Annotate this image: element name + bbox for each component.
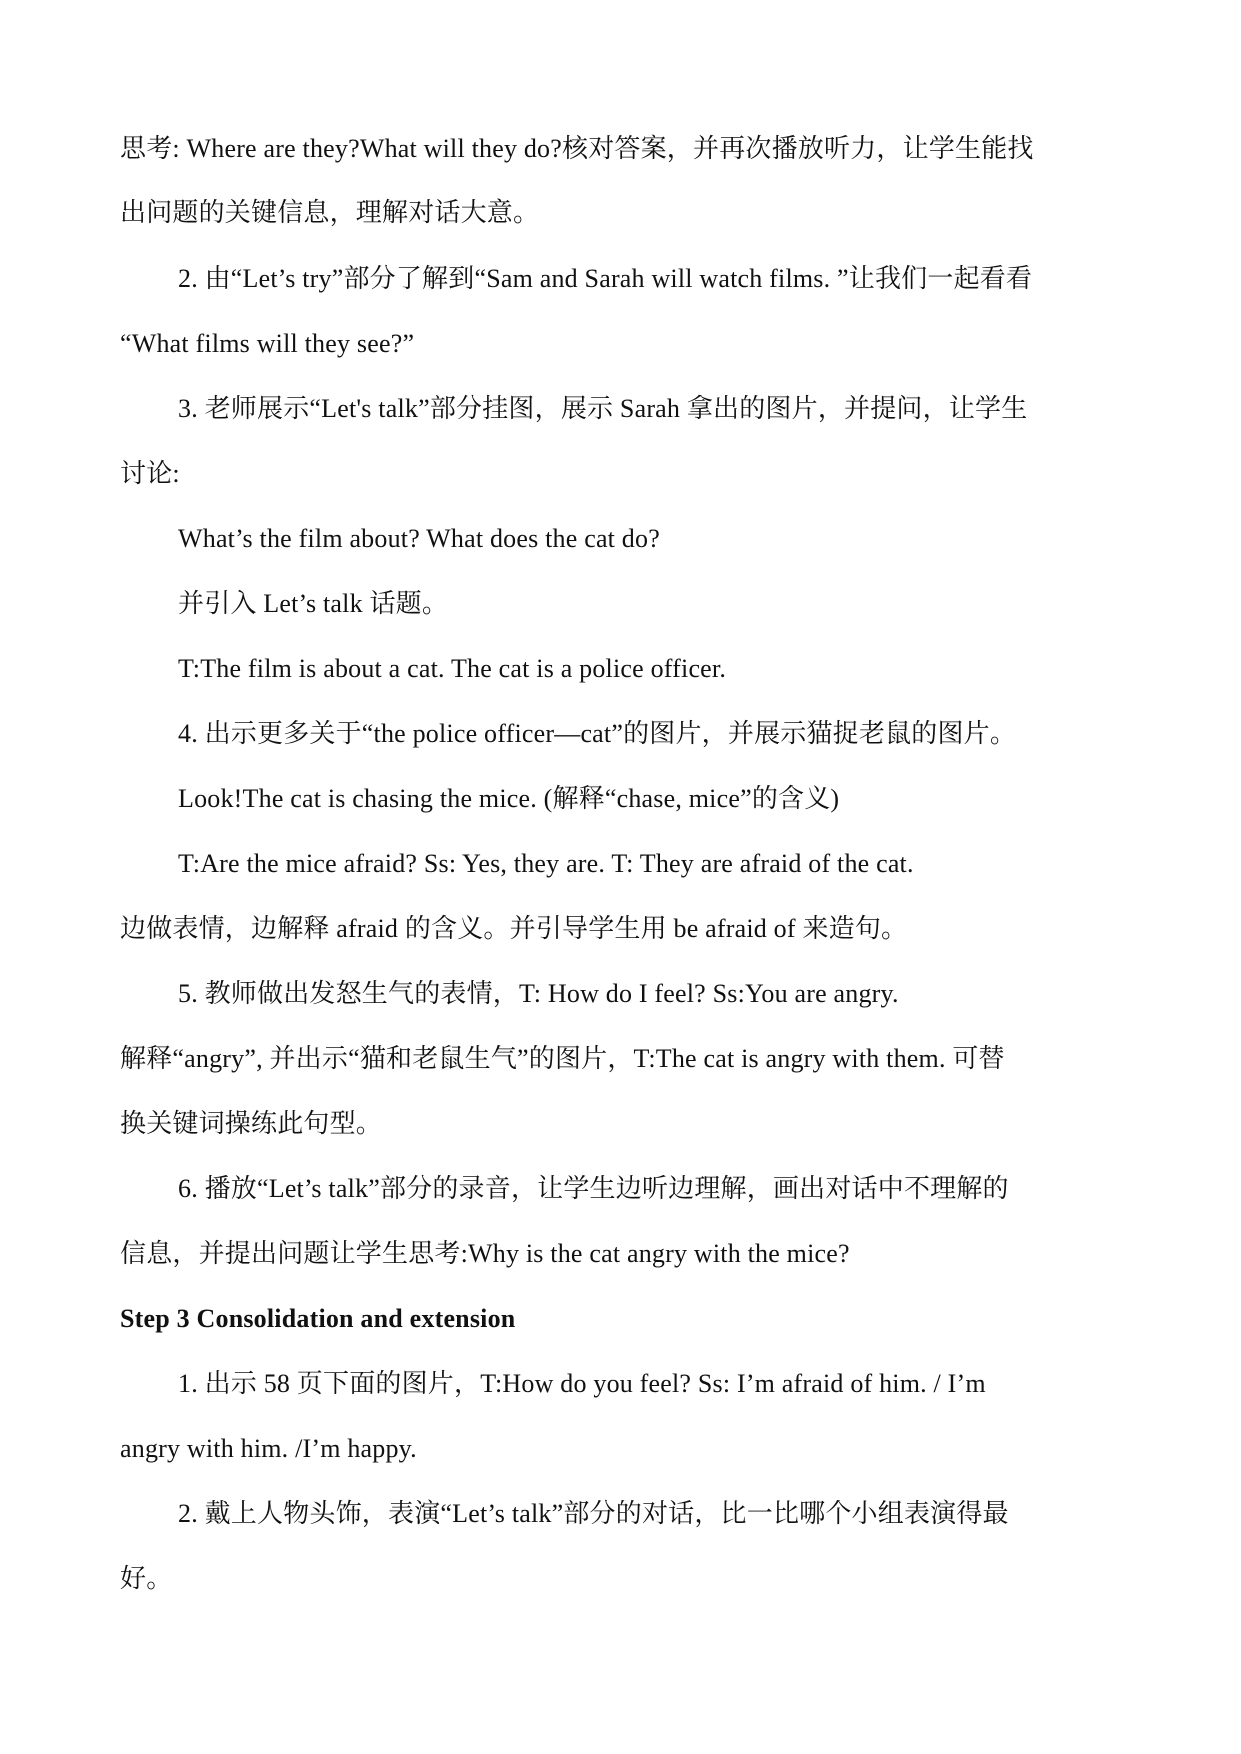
item-5-line-1: 5. 教师做出发怒生气的表情，T: How do I feel? Ss:You are angry. <box>178 979 899 1008</box>
question-line: What’s the film about? What does the cat do? <box>178 524 660 553</box>
step3-item-2-line-1: 2. 戴上人物头饰，表演“Let’s talk”部分的对话，比一比哪个小组表演得最 <box>178 1499 1009 1528</box>
step3-item-2-line-2: 好。 <box>120 1564 173 1593</box>
item-5-line-3: 换关键词操练此句型。 <box>120 1109 383 1138</box>
teacher-line-2: T:Are the mice afraid? Ss: Yes, they are. T: They are afraid of the cat. <box>178 849 914 878</box>
item-2-line-2: “What films will they see?” <box>120 329 415 358</box>
paragraph-line-1: 思考: Where are they?What will they do?核对答案，并再次播放听力，让学生能找 <box>120 134 1034 163</box>
item-3-line-2: 讨论: <box>120 459 180 488</box>
step3-item-1-line-1: 1. 出示 58 页下面的图片，T:How do you feel? Ss: I’m afraid of him. / I’m <box>178 1369 986 1398</box>
item-2-line-1: 2. 由“Let’s try”部分了解到“Sam and Sarah will watch films. ”让我们一起看看 <box>178 264 1033 293</box>
introduce-topic-line: 并引入 Let’s talk 话题。 <box>178 589 449 618</box>
item-6-line-1: 6. 播放“Let’s talk”部分的录音，让学生边听边理解，画出对话中不理解的 <box>178 1174 1009 1203</box>
item-6-line-2: 信息，并提出问题让学生思考:Why is the cat angry with the mice? <box>120 1239 850 1268</box>
section-heading-step-3: Step 3 Consolidation and extension <box>120 1304 516 1333</box>
item-3-line-1: 3. 老师展示“Let's talk”部分挂图，展示 Sarah 拿出的图片，并提问，让学生 <box>178 394 1028 423</box>
item-5-line-2: 解释“angry”, 并出示“猫和老鼠生气”的图片，T:The cat is angry with them. 可替 <box>120 1044 1005 1073</box>
teacher-line-1: T:The film is about a cat. The cat is a police officer. <box>178 654 727 683</box>
paragraph-line-2: 出问题的关键信息，理解对话大意。 <box>120 198 540 227</box>
item-4-line: 4. 出示更多关于“the police officer—cat”的图片，并展示猫捉老鼠的图片。 <box>178 719 1017 748</box>
look-line: Look!The cat is chasing the mice. (解释“chase, mice”的含义) <box>178 784 840 813</box>
step3-item-1-line-2: angry with him. /I’m happy. <box>120 1434 417 1463</box>
explain-afraid-line: 边做表情，边解释 afraid 的含义。并引导学生用 be afraid of 来造句。 <box>120 914 908 943</box>
